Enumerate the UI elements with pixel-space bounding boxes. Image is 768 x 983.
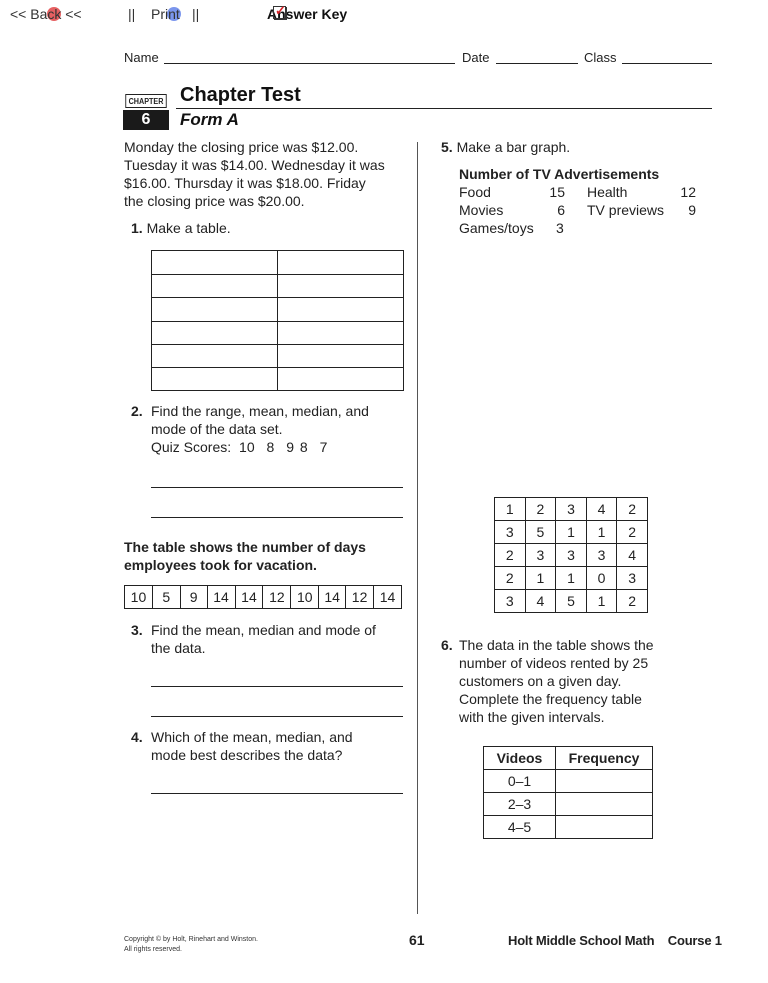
chapter-number: 6 [123, 110, 169, 130]
frequency-cell[interactable] [556, 770, 653, 793]
question-6 [441, 636, 711, 726]
category-value: 3 [556, 220, 564, 236]
date-label: Date [462, 50, 490, 65]
table-cell: 5 [152, 586, 180, 609]
answer-line-q4[interactable] [151, 793, 403, 794]
back-button[interactable] [10, 6, 82, 22]
vacation-intro [124, 538, 414, 574]
interval-cell: 4–5 [484, 816, 556, 839]
question-number: 6. [441, 637, 453, 653]
intro-line: employees took for vacation. [124, 557, 317, 573]
table-cell: 4 [586, 498, 617, 521]
table-cell[interactable] [152, 368, 278, 391]
question-text: Make a table. [146, 220, 231, 236]
table-cell: 3 [495, 521, 526, 544]
checkbox-checked-icon[interactable] [273, 6, 286, 19]
name-label: Name [124, 50, 159, 65]
table-cell: 4 [525, 590, 556, 613]
question-1 [131, 219, 231, 237]
category-value: 6 [557, 202, 565, 218]
column-divider [417, 142, 418, 914]
table-cell: 2 [495, 544, 526, 567]
question-text: Complete the frequency table [459, 691, 642, 707]
question-5 [441, 138, 570, 156]
table-cell[interactable] [278, 345, 404, 368]
print-button[interactable] [151, 6, 180, 22]
table-cell: 14 [235, 586, 263, 609]
table-cell[interactable] [152, 251, 278, 275]
category-label: Games/toys [459, 220, 534, 236]
table-cell: 14 [374, 586, 402, 609]
table-cell: 3 [617, 567, 648, 590]
table-cell: 10 [291, 586, 319, 609]
table-cell: 3 [495, 590, 526, 613]
nav-separator: || [128, 6, 136, 22]
vacation-table [124, 585, 402, 609]
question-number: 3. [131, 622, 143, 638]
data-row [459, 183, 704, 201]
question-4 [131, 728, 411, 764]
table-cell: 9 [180, 586, 207, 609]
page-title: Chapter Test [180, 84, 301, 106]
table-cell[interactable] [278, 322, 404, 345]
interval-cell: 0–1 [484, 770, 556, 793]
question-text: mode best describes the data? [151, 747, 343, 763]
answer-key-label: Answer Key [267, 6, 348, 22]
table-cell: 3 [586, 544, 617, 567]
frequency-cell[interactable] [556, 793, 653, 816]
score-value: 7 [319, 439, 328, 455]
question-text: with the given intervals. [459, 709, 605, 725]
score-value: 10 [239, 439, 255, 455]
answer-line-q2a[interactable] [151, 487, 403, 488]
chapter-badge [123, 94, 169, 130]
column-header-frequency: Frequency [556, 747, 653, 770]
category-label: Movies [459, 202, 504, 218]
table-cell: 1 [525, 567, 556, 590]
quiz-scores [151, 438, 411, 456]
category-value: 15 [549, 184, 565, 200]
question-number: 2. [131, 403, 143, 419]
class-field[interactable] [622, 50, 712, 64]
table-cell: 1 [495, 498, 526, 521]
question-text: Find the range, mean, median, and [151, 403, 369, 419]
intro-line: the closing price was $20.00. [124, 193, 305, 209]
table-cell: 4 [617, 544, 648, 567]
question-3 [131, 621, 411, 657]
question-text: mode of the data set. [151, 421, 283, 437]
data-row [459, 201, 704, 219]
answer-line-q3b[interactable] [151, 716, 403, 717]
table-cell[interactable] [278, 275, 404, 298]
table-cell: 1 [556, 521, 587, 544]
table-cell: 2 [495, 567, 526, 590]
copyright-line: All rights reserved. [124, 946, 182, 953]
question-number: 1. [131, 220, 143, 236]
answer-line-q3a[interactable] [151, 686, 403, 687]
stock-price-intro [124, 138, 414, 210]
price-table [151, 250, 404, 391]
question-2 [131, 402, 411, 456]
date-field[interactable] [496, 50, 578, 64]
score-value: 8 [299, 439, 308, 455]
table-cell: 1 [556, 567, 587, 590]
question-text: Find the mean, median and mode of [151, 622, 376, 638]
table-cell: 3 [556, 498, 587, 521]
score-value: 9 [286, 439, 294, 455]
question-text: The data in the table shows the [459, 637, 654, 653]
table-cell[interactable] [152, 345, 278, 368]
quiz-scores-label: Quiz Scores: [151, 439, 232, 455]
intro-line: Tuesday it was $14.00. Wednesday it was [124, 157, 385, 173]
intro-line: $16.00. Thursday it was $18.00. Friday [124, 175, 366, 191]
table-cell: 10 [125, 586, 153, 609]
table-cell: 12 [346, 586, 374, 609]
copyright [124, 935, 258, 955]
videos-rented-table [494, 497, 648, 613]
category-label: TV previews [587, 202, 665, 218]
table-cell: 5 [525, 521, 556, 544]
table-cell: 2 [617, 498, 648, 521]
question-text: number of videos rented by 25 [459, 655, 649, 671]
tv-ads-data [459, 165, 704, 237]
question-number: 5. [441, 139, 453, 155]
table-cell: 2 [617, 590, 648, 613]
table-cell[interactable] [152, 322, 278, 345]
category-value: 9 [688, 202, 696, 218]
table-cell: 2 [525, 498, 556, 521]
table-cell: 3 [556, 544, 587, 567]
question-text: customers on a given day. [459, 673, 622, 689]
page-subtitle: Form A [180, 110, 239, 129]
course-name: Course 1 [667, 933, 722, 948]
table-cell: 14 [207, 586, 235, 609]
book-title [508, 933, 722, 948]
table-cell: 5 [556, 590, 587, 613]
score-value: 8 [266, 439, 275, 455]
question-text: Make a bar graph. [456, 139, 571, 155]
book-name: Holt Middle School Math [508, 933, 655, 948]
back-label: << Back << [10, 6, 82, 22]
frequency-table [483, 746, 653, 839]
intro-line: Monday the closing price was $12.00. [124, 139, 359, 155]
category-label: Health [587, 184, 628, 200]
table-cell: 0 [586, 567, 617, 590]
table-cell: 2 [617, 521, 648, 544]
table-cell: 12 [263, 586, 291, 609]
print-label: Print [151, 6, 180, 22]
title-divider [176, 108, 712, 109]
column-header-videos: Videos [484, 747, 556, 770]
data-row [459, 219, 704, 237]
question-text: the data. [151, 640, 206, 656]
table-cell[interactable] [278, 251, 404, 275]
intro-line: The table shows the number of days [124, 539, 366, 555]
table-cell[interactable] [152, 275, 278, 298]
name-field[interactable] [164, 50, 455, 64]
table-cell[interactable] [278, 368, 404, 391]
interval-cell: 2–3 [484, 793, 556, 816]
category-label: Food [459, 184, 491, 200]
table-cell: 1 [586, 590, 617, 613]
student-info-bar [124, 50, 712, 68]
class-label: Class [584, 50, 617, 65]
table-cell: 1 [586, 521, 617, 544]
page-number: 61 [409, 932, 425, 948]
copyright-line: Copyright © by Holt, Rinehart and Winston. [124, 936, 258, 943]
frequency-cell[interactable] [556, 816, 653, 839]
chapter-label: CHAPTER [125, 94, 166, 108]
table-cell[interactable] [152, 298, 278, 322]
question-number: 4. [131, 729, 143, 745]
table-cell: 3 [525, 544, 556, 567]
tv-ads-title: Number of TV Advertisements [459, 166, 660, 182]
table-cell: 14 [319, 586, 346, 609]
answer-line-q2b[interactable] [151, 517, 403, 518]
question-text: Which of the mean, median, and [151, 729, 353, 745]
category-value: 12 [680, 184, 696, 200]
table-cell[interactable] [278, 298, 404, 322]
nav-separator: || [192, 6, 200, 22]
